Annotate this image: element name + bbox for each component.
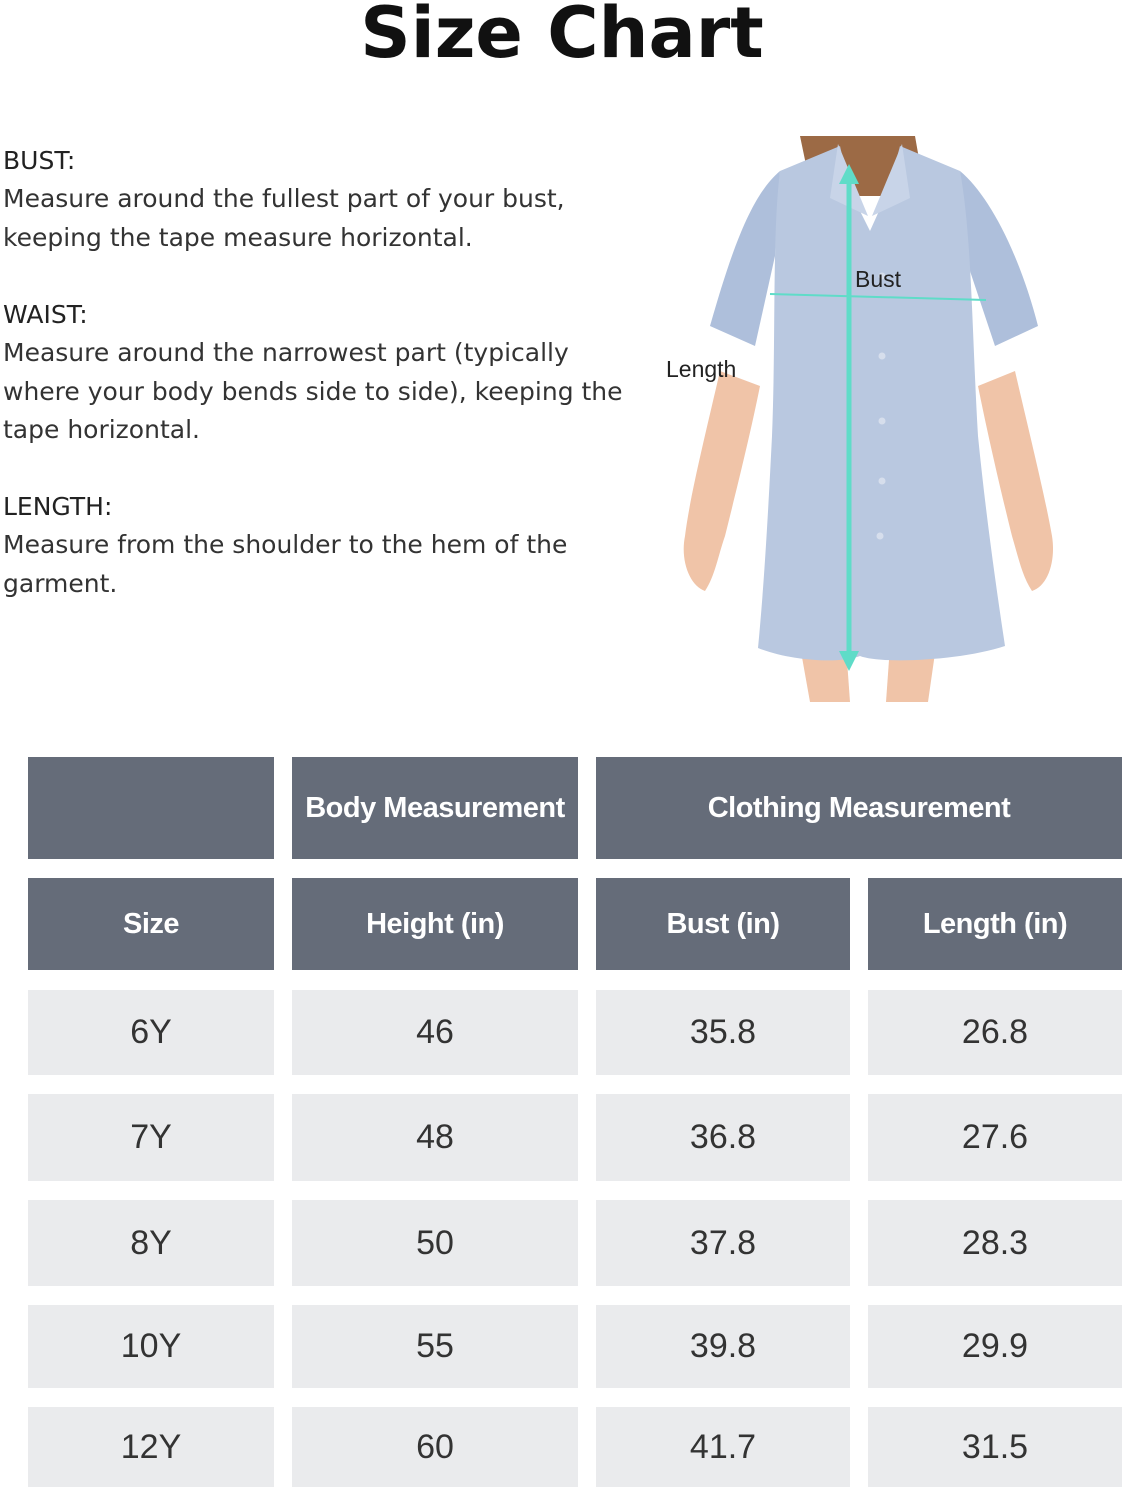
page-title: Size Chart [360,0,764,74]
table-cell-length: 27.6 [868,1094,1122,1181]
waist-heading: WAIST: [3,300,88,329]
table-cell-bust: 35.8 [596,990,850,1075]
bust-heading: BUST: [3,146,76,175]
waist-description-line: where your body bends side to side), keeping the [3,376,623,406]
table-cell-bust: 41.7 [596,1407,850,1487]
shirt-dress-figure [660,136,1080,702]
table-cell-bust: 36.8 [596,1094,850,1181]
left-arm-shape [684,371,760,591]
table-cell-height: 48 [292,1094,578,1181]
bust-label: Bust [855,266,902,292]
table-cell-length: 28.3 [868,1200,1122,1286]
table-cell-size: 6Y [28,990,274,1075]
column-header-length: Length (in) [868,878,1122,970]
bust-guide [3,142,623,257]
table-cell-bust: 39.8 [596,1305,850,1388]
bust-description-line: Measure around the fullest part of your bust, [3,184,565,213]
waist-description-line: Measure around the narrowest part (typically [3,338,569,367]
table-cell-size: 7Y [28,1094,274,1181]
table-cell-length: 26.8 [868,990,1122,1075]
length-label: Length [666,356,737,382]
table-cell-bust: 37.8 [596,1200,850,1286]
table-cell-height: 50 [292,1200,578,1286]
length-heading: LENGTH: [3,492,113,521]
table-cell-length: 31.5 [868,1407,1122,1487]
table-cell-height: 55 [292,1305,578,1388]
shirt-dress-illustration [660,136,1080,702]
length-description-line: garment. [3,568,118,598]
table-cell-size: 12Y [28,1407,274,1487]
bust-description-line: keeping the tape measure horizontal. [3,222,473,252]
table-cell-length: 29.9 [868,1305,1122,1388]
body-measurement-header: Body Measurement [292,757,578,859]
column-header-height: Height (in) [292,878,578,970]
column-header-size: Size [28,878,274,970]
table-cell-size: 8Y [28,1200,274,1286]
left-sleeve-shape [710,171,780,346]
table-cell-height: 46 [292,990,578,1075]
table-cell-height: 60 [292,1407,578,1487]
waist-description-line: tape horizontal. [3,415,200,444]
clothing-measurement-header: Clothing Measurement [596,757,1122,859]
table-corner-cell [28,757,274,859]
waist-guide [3,296,623,450]
table-cell-size: 10Y [28,1305,274,1388]
length-description-line: Measure from the shoulder to the hem of the [3,530,568,559]
column-header-bust: Bust (in) [596,878,850,970]
length-guide [3,488,623,603]
